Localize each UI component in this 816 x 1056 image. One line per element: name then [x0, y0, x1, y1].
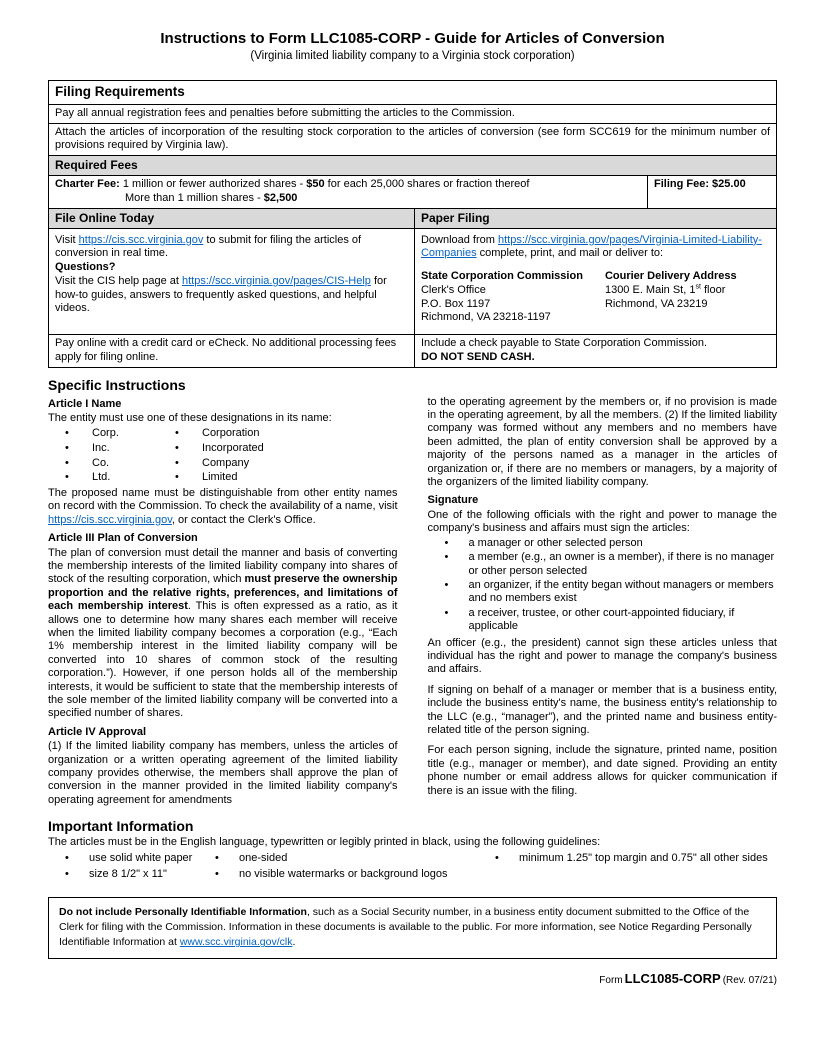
- designation-full: • Limited: [175, 470, 237, 485]
- article3-paragraph: [48, 547, 398, 721]
- guidelines-column-2: [198, 851, 478, 881]
- paper-guidelines: [48, 851, 777, 881]
- charter-fee-cell: [49, 176, 647, 208]
- specific-instructions-heading: Specific Instructions: [48, 376, 186, 393]
- mailing-address-line1: Clerk's Office: [420, 283, 486, 296]
- guideline-item: • one-sided: [198, 851, 478, 865]
- article4-heading: Article IV Approval: [48, 725, 147, 738]
- form-revision: (Rev. 07/21): [722, 974, 777, 986]
- file-online-header: File Online Today: [49, 209, 414, 228]
- courier-address-line1: [605, 284, 737, 298]
- form-label: Form: [599, 974, 623, 986]
- paper-filing-cell: [414, 229, 776, 335]
- instructions-left-column: [48, 396, 398, 809]
- delivery-addresses: [421, 270, 770, 325]
- name-check-link[interactable]: https://cis.scc.virginia.gov: [48, 513, 172, 526]
- courier-address-name: Courier Delivery Address: [604, 270, 737, 283]
- charter-fee-line2-text: More than 1 million shares -: [125, 191, 264, 204]
- annual-fees-row: Pay all annual registration fees and penalties before submitting the articles to the Commission.: [49, 104, 776, 123]
- designation-full: • Incorporated: [175, 441, 264, 456]
- filing-method-content-row: [49, 228, 776, 335]
- designation-row: [48, 456, 398, 471]
- designation-abbr: • Ltd.: [65, 470, 175, 485]
- filing-requirements-header: Filing Requirements: [55, 84, 185, 99]
- file-online-cell: [49, 229, 414, 335]
- behalf-paragraph: If signing on behalf of a manager or member that is a business entity, include the business entity's name, the business entity's relationship to the LLC (e.g., “manager”), and the printed name and business entity-related title of the person signing.: [427, 683, 777, 736]
- document-subtitle: (Virginia limited liability company to a Virginia stock corporation): [250, 50, 575, 62]
- guideline-item: • minimum 1.25" top margin and 0.75" all other sides: [478, 851, 777, 865]
- guidelines-column-1: [48, 851, 198, 881]
- download-paragraph: [421, 234, 770, 262]
- pii-notice-box: [48, 897, 777, 959]
- form-number: LLC1085-CORP: [624, 970, 721, 986]
- mailing-address-line3: Richmond, VA 23218-1197: [420, 311, 551, 324]
- no-cash-warning: DO NOT SEND CASH.: [420, 350, 535, 363]
- article3-post: . This is often expressed as a ratio, as it allows one to determine how many shares each member will receive when the limited liability company becomes a corporation (e.g., “Each 1% membership interest in the limited liability company will be converted into 10 shares of common stock of the resulting corporation.”). However, if one person holds all of the membership interests, it would be sufficient to state that the membership interests of the sole member of the limited liability company will be converted into a specified number of shares.: [48, 600, 398, 720]
- download-pre: Download from: [420, 233, 498, 246]
- pay-online-cell: Pay online with a credit card or eCheck. No additional processing fees apply for filing online.: [55, 337, 397, 363]
- payment-row: [49, 334, 776, 367]
- designation-abbr: • Inc.: [65, 441, 175, 456]
- courier-address-line2: Richmond, VA 23219: [604, 297, 708, 310]
- download-post: complete, print, and mail or deliver to:: [476, 247, 664, 260]
- pii-notice-bold: Do not include Personally Identifiable Information: [59, 905, 307, 918]
- signature-bullet: • a receiver, trustee, or other court-appointed fiduciary, if applicable: [428, 607, 778, 634]
- cis-help-link[interactable]: https://scc.virginia.gov/pages/CIS-Help: [182, 274, 371, 287]
- mailing-address-name: State Corporation Commission: [420, 270, 583, 283]
- article3-pre: The plan of conversion must detail the manner and basis of converting the membership interests of the limited liability company into shares of stock of the resulting corporation, which: [48, 546, 398, 586]
- important-information-intro: The articles must be in the English language, typewritten or legibly printed in black, using the following guidelines:: [48, 836, 601, 849]
- required-fees-header: Required Fees: [49, 155, 776, 175]
- designation-row: [48, 470, 398, 485]
- guideline-item: • use solid white paper: [48, 851, 198, 865]
- online-visit-paragraph: [55, 234, 408, 262]
- cis-link[interactable]: https://cis.scc.virginia.gov: [78, 233, 204, 246]
- signature-intro: One of the following officials with the right and power to manage the company's business and affairs must sign the articles:: [427, 508, 777, 535]
- guideline-item: • no visible watermarks or background logos: [198, 867, 478, 881]
- designation-list: [48, 426, 398, 485]
- document-title: Instructions to Form LLC1085-CORP - Guide for Articles of Conversion: [160, 30, 665, 47]
- charter-fee-line2-amount: $2,500: [263, 191, 298, 204]
- article4-paragraph-part2: to the operating agreement by the members or, if no provision is made in the operating agreement, by all the members. (2) If the limited liability company was formed without any members and no members have been admitted, the plan of entity conversion shall be approved by a majority of the persons named as a manager in the articles of organization or, if there are no members or managers, by a majority of the organizers of the limited liability company.: [427, 395, 777, 489]
- cis-help-pre: Visit the CIS help page at: [55, 274, 182, 287]
- attach-articles-row: Attach the articles of incorporation of the resulting stock corporation to the articles of conversion (see form SCC619 for the minimum number of provisions required by Virginia law).: [49, 123, 776, 156]
- signature-bullet-list: [428, 537, 778, 634]
- article4-paragraph-part1: (1) If the limited liability company has members, unless the articles of organization or a written operating agreement of the limited liability company provides otherwise, the members shall approve the plan of conversion in the manner provided in the limited liability company's operating agreement for amendments: [48, 740, 398, 806]
- mailing-address: [421, 270, 589, 325]
- document-header: [48, 30, 777, 62]
- filing-method-header-row: [49, 208, 776, 228]
- article1-name-paragraph: [48, 487, 398, 527]
- courier-address: [605, 270, 737, 325]
- mailing-address-line2: P.O. Box 1197: [420, 297, 491, 310]
- each-signer-paragraph: For each person signing, include the signature, printed name, position title (e.g., manager or member), and date signed. Providing an entity phone number or email address allows for quicker communication if there is an issue with the filing.: [427, 744, 777, 797]
- cis-help-post: for how-to guides, answers to frequently asked questions, and helpful videos.: [55, 274, 387, 315]
- important-information-heading: Important Information: [48, 818, 194, 835]
- check-text: Include a check payable to State Corporation Commission.: [420, 337, 708, 350]
- courier-street-ordinal: st: [695, 283, 701, 291]
- signature-bullet: • a manager or other selected person: [428, 537, 778, 550]
- paper-filing-header: Paper Filing: [414, 209, 776, 228]
- download-forms-link[interactable]: https://scc.virginia.gov/pages/Virginia-Limited-Liability-Companies: [420, 233, 762, 260]
- online-visit-post: to submit for filing the articles of conversion in real time.: [55, 233, 362, 260]
- online-visit-pre: Visit: [55, 233, 79, 246]
- fees-row: [49, 175, 776, 208]
- designation-row: [48, 441, 398, 456]
- courier-street-pre: 1300 E. Main St, 1: [604, 283, 696, 296]
- signature-bullet: • a member (e.g., an owner is a member), if there is no manager or other person selected: [428, 551, 778, 578]
- guidelines-column-3: [478, 851, 777, 881]
- designation-abbr: • Co.: [65, 456, 175, 471]
- charter-fee-line2: [55, 192, 641, 206]
- document-footer: [48, 971, 777, 986]
- courier-street-post: floor: [700, 283, 726, 296]
- charter-fee-line1-tail: for each 25,000 shares or fraction thereof: [324, 178, 530, 191]
- charter-fee-label: Charter Fee:: [55, 178, 120, 191]
- designation-row: [48, 426, 398, 441]
- pii-notice-period: .: [292, 936, 296, 949]
- name-check-pre: The proposed name must be distinguishable from other entity names on record with the Commission. To check the availability of a name, visit: [48, 486, 398, 513]
- signature-bullet: • an organizer, if the entity began without managers or members and no members exist: [428, 579, 778, 606]
- pii-notice-text: , such as a Social Security number, in a business entity document submitted to the Office of the Clerk for filing with the Commission. Information in these documents is available to the public. For more information, see Notice Regarding Personally Identifiable Information at: [59, 905, 752, 949]
- cis-help-paragraph: [55, 275, 408, 316]
- charter-fee-line1-amount: $50: [306, 178, 325, 191]
- filing-requirements-table: [48, 80, 777, 368]
- officer-paragraph: An officer (e.g., the president) cannot sign these articles unless that individual has the right and power to manage the company's business and affairs.: [427, 636, 777, 676]
- specific-instructions-columns: [48, 396, 777, 809]
- article1-intro: The entity must use one of these designations in its name:: [48, 412, 332, 425]
- designation-abbr: • Corp.: [65, 426, 175, 441]
- questions-label: Questions?: [55, 261, 116, 274]
- charter-fee-line1: [55, 178, 641, 192]
- designation-full: • Corporation: [175, 426, 259, 441]
- name-check-post: , or contact the Clerk's Office.: [171, 513, 316, 526]
- article1-heading: Article I Name: [48, 397, 122, 410]
- signature-heading: Signature: [427, 494, 479, 507]
- charter-fee-line1-text: 1 million or fewer authorized shares -: [119, 178, 307, 191]
- article3-heading: Article III Plan of Conversion: [48, 532, 198, 545]
- article3-bold: must preserve the ownership proportion and the relative rights, preferences, and limitations of each membership interest: [48, 573, 398, 613]
- filing-fee-cell: Filing Fee: $25.00: [647, 176, 776, 208]
- designation-full: • Company: [175, 456, 249, 471]
- guideline-item: • size 8 1/2" x 11": [48, 867, 198, 881]
- check-payment-cell: [414, 335, 776, 367]
- pii-info-link[interactable]: www.scc.virginia.gov/clk: [179, 936, 293, 949]
- instructions-right-column: [428, 396, 778, 809]
